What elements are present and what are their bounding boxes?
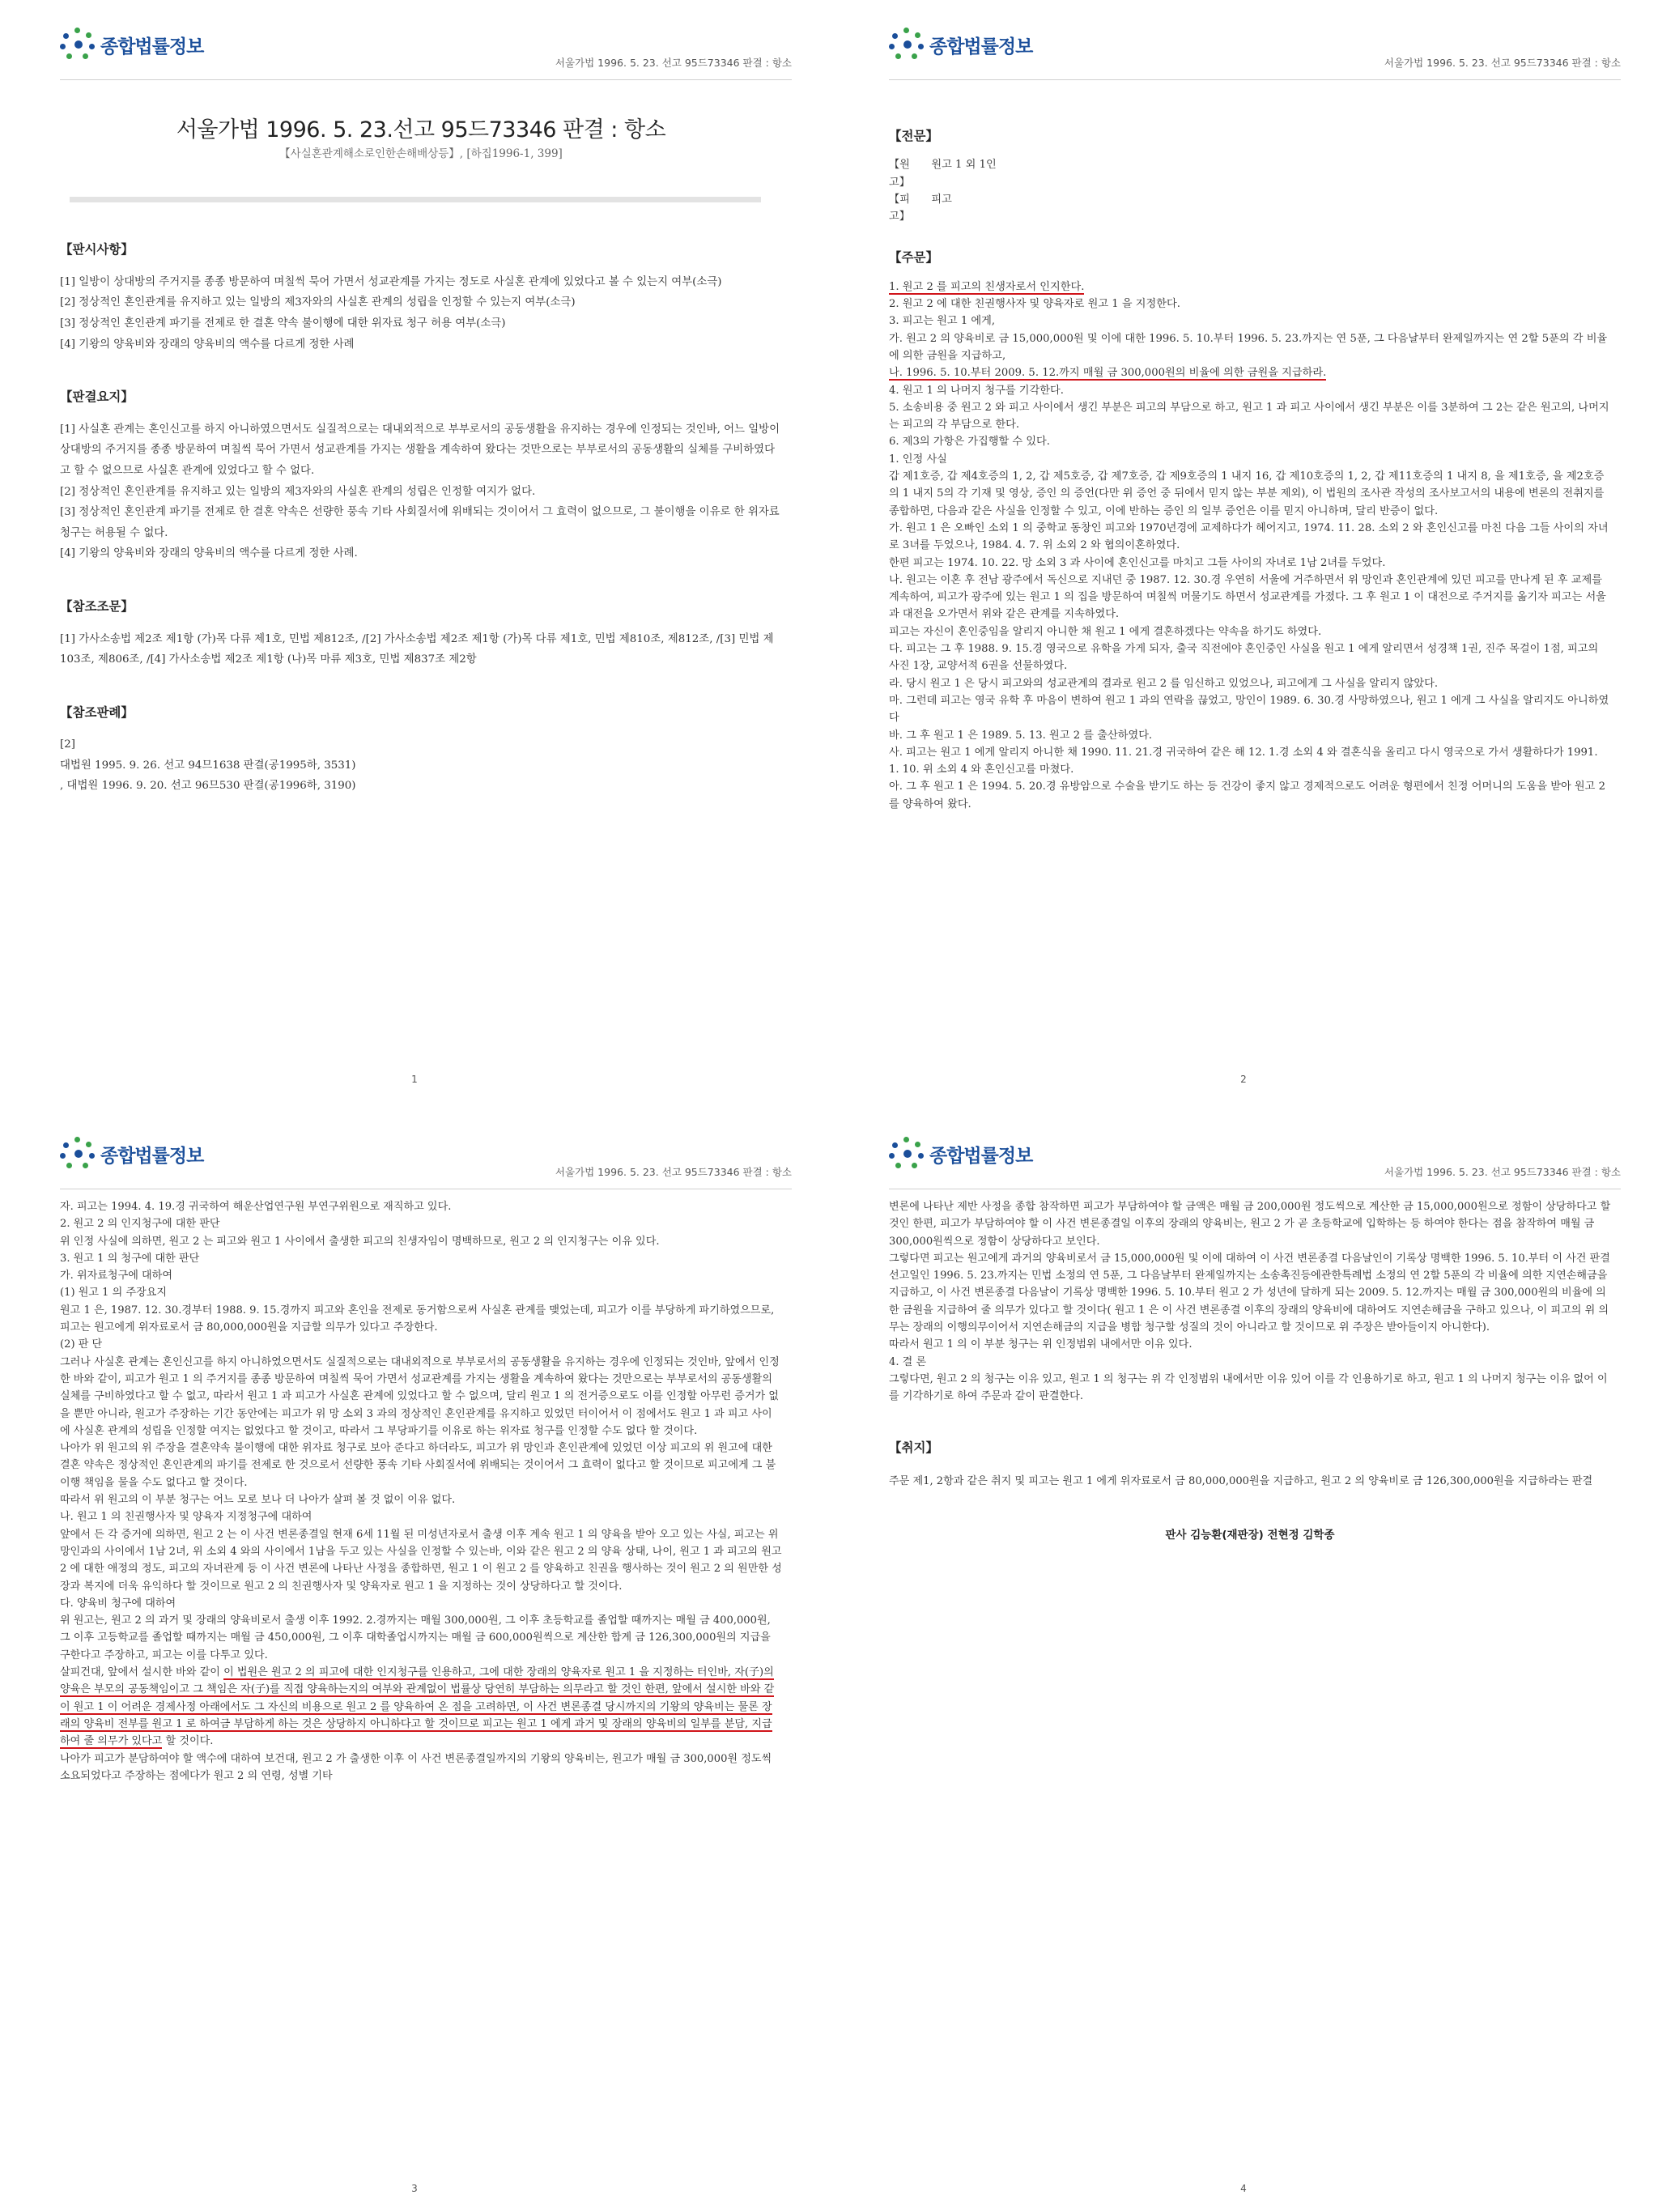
section-heading: 【참조판례】 [60, 704, 134, 720]
paragraph: 자. 피고는 1994. 4. 19.경 귀국하여 해운산업연구원 부연구위원으로 재직하고 있다. [60, 1201, 452, 1213]
paragraph: 따라서 위 원고의 이 부분 청구는 어느 모로 보나 더 나아가 살펴 볼 것 없이 이유 없다. [60, 1494, 456, 1507]
paragraph: 대법원 1995. 9. 26. 선고 94므1638 판결(공1995하, 3531) [60, 759, 356, 772]
paragraph [60, 1664, 782, 1750]
document-page-3 [5, 1114, 824, 2199]
paragraph: (1) 원고 1 의 주장요지 [60, 1287, 168, 1300]
party-value: 원고 1 외 1인 [931, 159, 997, 172]
party-label: 【피 고】 [889, 193, 910, 223]
paragraph: 사. 피고는 원고 1 에게 알리지 아니한 채 1990. 11. 21.경 귀국하여 같은 해 12. 1.경 소외 4 와 결혼식을 올리고 다시 영국으로 가서 생활하다가 1991. 1. 10. 위 소외 4 와 혼인신고를 마쳤다. [889, 746, 1598, 776]
paragraph [889, 279, 1611, 296]
page-body [889, 1198, 1611, 1544]
paragraph: 3. 원고 1 의 청구에 대한 판단 [60, 1252, 200, 1265]
underlined-text: 1. 원고 2 를 피고의 친생자로서 인지한다. [889, 280, 1085, 293]
paragraph: 다. 양육비 청구에 대하여 [60, 1597, 176, 1610]
paragraph: [4] 기왕의 양육비와 장래의 양육비의 액수를 다르게 정한 사례 [60, 338, 355, 351]
page-body [60, 83, 782, 797]
logo-text: 종합법률정보 [929, 1145, 1033, 1167]
page-number: 2 [1240, 1074, 1247, 1085]
logo-star-icon [889, 1135, 926, 1172]
section-heading: 【취지】 [889, 1440, 938, 1455]
case-reference: 서울가법 1996. 5. 23. 선고 95드73346 판결 : 항소 [1384, 57, 1621, 69]
paragraph: 그러나 사실혼 관계는 혼인신고를 하지 아니하였으면서도 실질적으로는 대내외적으로 부부로서의 공동생활을 유지하는 경우에 인정되는 것인바, 앞에서 인정한 바와 같이, 피고가 원고 1 의 주거지를 종종 방문하여 며칠씩 묵어 가면서 성교관계를 가지는 생활을 계속하여 왔다는 것만으로는 부부로서의 공동생활의 실체를 구비하였다고 할 수 없고, 따라서 원고 1 과 피고가 사실혼 관계에 있었다고 할 수 없으며, 달리 원고 1 의 전거증으로도 이를 인정할 아무런 증거가 없을 뿐만 아니라, 원고가 주장하는 기간 동안에는 피고가 위 망 소외 3 과의 정상적인 혼인관계를 유지하고 있었던 터이어서 이 점에서도 원고 1 과 피고 사이에 사실혼 관계의 성립을 인정할 여지는 없었다고 할 것이고, 따라서 그 부당파기를 이유로 하는 위자료 청구를 인정할 수도 없다 할 것이다. [60, 1355, 780, 1437]
paragraph: 1. 인정 사실 [889, 453, 947, 466]
paragraph: 4. 원고 1 의 나머지 청구를 기각한다. [889, 384, 1064, 397]
paragraph: 바. 그 후 원고 1 은 1989. 5. 13. 원고 2 를 출산하였다. [889, 729, 1153, 742]
paragraph: 원고 1 은, 1987. 12. 30.경부터 1988. 9. 15.경까지 피고와 혼인을 전제로 동거함으로써 사실혼 관계를 맺었는데, 피고가 이를 부당하게 파기하였으므로, 피고는 원고에게 위자료로서 금 80,000,000원을 지급할 의무가 있다고 주장한다. [60, 1304, 775, 1334]
paragraph: 4. 결 론 [889, 1355, 927, 1368]
section-heading: 【판시사항】 [60, 242, 134, 257]
page-body [60, 1198, 782, 1784]
paragraph: (2) 판 단 [60, 1338, 103, 1351]
site-logo[interactable] [60, 26, 203, 63]
section-heading: 【판결요지】 [60, 389, 134, 405]
paragraph: 나아가 피고가 분담하여야 할 액수에 대하여 보건대, 원고 2 가 출생한 이후 이 사건 변론종결일까지의 기왕의 양육비는, 원고가 매월 금 300,000원 정도씩 소요되었다고 주장하는 점에다가 원고 2 의 연령, 성별 기타 [60, 1752, 772, 1782]
paragraph: 가. 원고 2 의 양육비로 금 15,000,000원 및 이에 대한 1996. 5. 10.부터 1996. 5. 23.까지는 연 5푼, 그 다음날부터 완제일까지는 연 2할 5푼의 각 비율에 의한 금원을 지급하고, [889, 332, 1608, 362]
paragraph: 주문 제1, 2항과 같은 취지 및 피고는 원고 1 에게 위자료로서 금 80,000,000원을 지급하고, 원고 2 의 양육비로 금 126,300,000원을 지급하라는 판결 [889, 1474, 1593, 1487]
party-label: 【원 고】 [889, 159, 910, 189]
case-reference: 서울가법 1996. 5. 23. 선고 95드73346 판결 : 항소 [1384, 1166, 1621, 1178]
site-logo[interactable] [60, 1135, 203, 1172]
title-divider [70, 197, 761, 202]
party-value: 피고 [931, 193, 952, 206]
paragraph: [3] 정상적인 혼인관계 파기를 전제로 한 결혼 약속 불이행에 대한 위자료 청구 허용 여부(소극) [60, 317, 506, 330]
logo-star-icon [60, 26, 97, 63]
paragraph: [3] 정상적인 혼인관계 파기를 전제로 한 결혼 약속은 선량한 풍속 기타 사회질서에 위배되는 것이어서 그 효력이 없으므로, 그 불이행을 이유로 한 위자료 청구는 허용될 수 없다. [60, 506, 780, 539]
logo-star-icon [60, 1135, 97, 1172]
paragraph: 라. 당시 원고 1 은 당시 피고와의 성교관계의 결과로 원고 2 를 임신하고 있었으나, 피고에게 그 사실을 알리지 않았다. [889, 677, 1439, 690]
paragraph: 2. 원고 2 에 대한 친권행사자 및 양육자로 원고 1 을 지정한다. [889, 298, 1180, 311]
underlined-text: 이 법원은 원고 2 의 피고에 대한 인지청구를 인용하고, 그에 대한 장래의 양육자로 원고 1 을 지정하는 터인바, 자(子)의 양육은 부모의 공동책임이고 그 책임은 자(子)를 직접 양육하는지의 여부와 관계없이 법률상 당연히 부담하는 의무라고 할 것인 한편, 앞에서 설시한 바와 같이 원고 1 이 어려운 경제사정 아래에서도 그 자신의 비용으로 원고 2 를 양육하여 온 점을 고려하면, 이 사건 변론종결 당시까지의 기왕의 양육비는 물론 장래의 양육비 전부를 원고 1 로 하여금 부담하게 하는 것은 상당하지 아니하다고 할 것이므로 피고는 원고 1 에게 과거 및 장래의 양육비의 일부를 분담, 지급하여 줄 의무가 있다고 [60, 1666, 775, 1748]
text-span: 살피건대, 앞에서 설시한 바와 같이 [60, 1666, 224, 1679]
paragraph: 가. 원고 1 은 오빠인 소외 1 의 중학교 동창인 피고와 1970년경에 교제하다가 헤어지고, 1974. 11. 28. 소외 2 와 혼인신고를 마친 다음 그들 사이의 자녀로 3녀를 두었으나, 1984. 4. 7. 위 소외 2 와 협의이혼하였다. [889, 521, 1609, 552]
text-span: 할 것이다. [162, 1735, 214, 1748]
paragraph: 3. 피고는 원고 1 에게, [889, 315, 996, 328]
paragraph: 변론에 나타난 제반 사정을 종합 참작하면 피고가 부담하여야 할 금액은 매월 금 200,000원 정도씩으로 계산한 금 15,000,000원으로 정함이 상당하다고 할 것인 한편, 피고가 부담하여야 할 이 사건 변론종결일 이후의 장래의 양육비는, 원고 2 가 곧 초등학교에 입학하는 등 하여야 한다는 점을 참작하여 매월 금 300,000원씩으로 정함이 상당하다고 보인다. [889, 1201, 1611, 1248]
paragraph: [2] 정상적인 혼인관계를 유지하고 있는 일방의 제3자와의 사실혼 관계의 성립을 인정할 수 있는지 여부(소극) [60, 296, 576, 309]
logo-text: 종합법률정보 [929, 36, 1033, 57]
judges-signature: 판사 김능환(재판장) 전현정 김학종 [1165, 1529, 1335, 1542]
page-number: 3 [411, 2183, 418, 2194]
case-reference: 서울가법 1996. 5. 23. 선고 95드73346 판결 : 항소 [555, 1166, 792, 1178]
paragraph: 다. 피고는 그 후 1988. 9. 15.경 영국으로 유학을 가게 되자, 출국 직전에야 혼인중인 사실을 원고 1 에게 알리면서 성경책 1권, 진주 목걸이 1점, 피고의 사진 1장, 교양서적 6권을 선물하였다. [889, 643, 1599, 673]
section-heading: 【참조조문】 [60, 598, 134, 614]
paragraph: 2. 원고 2 의 인지청구에 대한 판단 [60, 1218, 220, 1231]
document-page-1 [5, 5, 824, 1090]
paragraph: [1] 일방이 상대방의 주거지를 종종 방문하여 며칠씩 묵어 가면서 성교관계를 가지는 정도로 사실혼 관계에 있었다고 볼 수 있는지 여부(소극) [60, 275, 722, 288]
document-page-2 [834, 5, 1653, 1090]
case-reference: 서울가법 1996. 5. 23. 선고 95드73346 판결 : 항소 [555, 57, 792, 69]
party-row [889, 191, 1611, 226]
paragraph: 위 원고는, 원고 2 의 과거 및 장래의 양육비로서 출생 이후 1992. 2.경까지는 매월 300,000원, 그 이후 초등학교를 졸업할 때까지는 매월 금 400,000원, 그 이후 고등학교를 졸업할 때까지는 매월 금 450,000원, 그 이후 대학졸업시까지는 매월 금 600,000원씩으로 계산한 합계 금 126,300,000원의 지급을 구한다고 주장하고, 피고는 이를 다투고 있다. [60, 1614, 771, 1661]
page-subtitle: 【사실혼관계해소로인한손해배상등】, [하집1996-1, 399] [279, 147, 563, 160]
paragraph: 아. 그 후 원고 1 은 1994. 5. 20.경 유방암으로 수술을 받기도 하는 등 건강이 좋지 않고 경제적으로도 어려운 형편에서 친정 어머니의 도움을 받아 원고 2 를 양육하여 왔다. [889, 781, 1605, 810]
underlined-text: 나. 1996. 5. 10.부터 2009. 5. 12.까지 매월 금 300,000원의 비율에 의한 금원을 지급하라. [889, 367, 1327, 380]
paragraph: , 대법원 1996. 9. 20. 선고 96므530 판결(공1996하, 3190) [60, 780, 356, 793]
paragraph: [1] 가사소송법 제2조 제1항 (가)목 다류 제1호, 민법 제812조, /[2] 가사소송법 제2조 제1항 (가)목 다류 제1호, 민법 제810조, 제812조, /[3] 민법 제103조, 제806조, /[4] 가사소송법 제2조 제1항 (나)목 마류 제3호, 민법 제837조 제2항 [60, 632, 774, 666]
paragraph: 나. 원고 1 의 친권행사자 및 양육자 지정청구에 대하여 [60, 1511, 312, 1524]
paragraph: 그렇다면 피고는 원고에게 과거의 양육비로서 금 15,000,000원 및 이에 대하여 이 사건 변론종결 다음날인이 기록상 명백한 1996. 5. 10.부터 이 사건 판결선고일인 1996. 5. 23.까지는 민법 소정의 연 5푼, 그 다음날부터 완제일까지는 소송촉진등에관한특례법 소정의 연 2할 5푼의 각 비율에 의한 지연손해금을 지급하고, 이 사건 변론종결 다음날이 기록상 명백한 1996. 5. 10.부터 원고 2 가 성년에 달하게 되는 2009. 5. 12.까지는 매월 금 300,000원의 비율에 의한 금원을 지급하여 줄 의무가 있다고 할 것이다( 원고 1 은 이 사건 변론종결 이후의 장래의 양육비에 대하여도 지연손해금을 구하고 있으나, 이 피고의 위 의무는 장래의 이행의무이어서 지연손해금의 지급을 병합 청구할 성질의 것이 아니라고 할 것이므로 위 주장은 받아들이지 아니한다). [889, 1252, 1610, 1334]
paragraph: 그렇다면, 원고 2 의 청구는 이유 있고, 원고 1 의 청구는 위 각 인정범위 내에서만 이유 있어 이를 각 인용하기로 하고, 원고 1 의 나머지 청구는 이유 없어 이를 기각하기로 하여 주문과 같이 판결한다. [889, 1372, 1608, 1403]
paragraph [889, 364, 1611, 381]
page-title: 서울가법 1996. 5. 23.선고 95드73346 판결 : 항소 [176, 117, 666, 143]
page-body [889, 128, 1611, 813]
site-logo[interactable] [889, 26, 1032, 63]
paragraph: [1] 사실혼 관계는 혼인신고를 하지 아니하였으면서도 실질적으로는 대내외적으로 부부로서의 공동생활을 유지하는 경우에 인정되는 것인바, 어느 일방이 상대방의 주거지를 종종 방문하여 며칠씩 묵어 가면서 성교관계를 가지는 생활을 계속하여 왔다는 것만으로는 부부로서의 공동생활의 실체를 구비하였다고 할 수 없으므로 사실혼 관계에 있었다고 할 수 없다. [60, 423, 780, 477]
page-header [889, 1129, 1621, 1185]
paragraph: [2] 정상적인 혼인관계를 유지하고 있는 일방의 제3자와의 사실혼 관계의 성립은 인정할 여지가 없다. [60, 485, 536, 498]
paragraph: 앞에서 든 각 증거에 의하면, 원고 2 는 이 사건 변론종결일 현재 6세 11월 된 미성년자로서 출생 이후 계속 원고 1 의 양육을 받아 오고 있는 사실, 피고는 위 망인과의 사이에서 1남 2녀, 위 소외 4 와의 사이에서 1남을 두고 있는 사실을 인정할 수 있는바, 이와 같은 원고 2 의 양육 상태, 나이, 원고 1 과 피고의 원고 2 에 대한 애정의 정도, 피고의 자녀관계 등 이 사건 변론에 나타난 사정을 종합하면, 원고 1 이 원고 2 를 양육하고 친권을 행사하는 것이 원고 2 의 원만한 성장과 복지에 더욱 유익하다 할 것이므로 원고 2 의 친권행사자 및 양육자로 원고 1 을 지정하는 것이 상당하다고 할 것이다. [60, 1528, 782, 1593]
paragraph: [4] 기왕의 양육비와 장래의 양육비의 액수를 다르게 정한 사례. [60, 547, 358, 560]
page-header [60, 1129, 792, 1185]
page-header [60, 19, 792, 76]
paragraph: 갑 제1호증, 갑 제4호증의 1, 2, 갑 제5호증, 갑 제7호증, 갑 제9호증의 1 내지 16, 갑 제10호증의 1, 2, 갑 제11호증의 1 내지 8, 을 제1호증, 을 제2호증의 1 내지 5의 각 기재 및 영상, 증인 의 증언(다만 위 증언 중 뒤에서 믿지 않는 부분 제외), 이 법원의 조사관 작성의 조사보고서의 내용에 변론의 전취지를 종합하면, 다음과 같은 사실을 인정할 수 있고, 이에 반하는 증인 의 일부 증언은 이를 믿지 아니하며, 달리 반증이 없다. [889, 470, 1605, 517]
page-number: 4 [1240, 2183, 1247, 2194]
logo-star-icon [889, 26, 926, 63]
logo-text: 종합법률정보 [100, 1145, 204, 1167]
paragraph: 한편 피고는 1974. 10. 22. 망 소외 3 과 사이에 혼인신고를 마치고 그들 사이의 자녀로 1남 2녀를 두었다. [889, 556, 1386, 569]
page-number: 1 [411, 1074, 418, 1085]
paragraph: 피고는 자신이 혼인중임을 알리지 아니한 채 원고 1 에게 결혼하겠다는 약속을 하기도 하였다. [889, 625, 1322, 638]
document-page-4 [834, 1114, 1653, 2199]
site-logo[interactable] [889, 1135, 1032, 1172]
paragraph: 가. 위자료청구에 대하여 [60, 1270, 172, 1283]
page-header [889, 19, 1621, 76]
paragraph: 6. 제3의 가항은 가집행할 수 있다. [889, 436, 1050, 449]
paragraph: 나. 원고는 이혼 후 전남 광주에서 독신으로 지내던 중 1987. 12. 30.경 우연히 서울에 거주하면서 위 망인과 혼인관계에 있던 피고를 만나게 된 후 교제를 계속하여, 피고가 광주에 있는 원고 1 의 집을 방문하여 며칠씩 머물기도 하면서 성교관계를 가졌다. 그 후 원고 1 이 대전으로 주거지를 옮기자 피고는 서울과 대전을 오가면서 위와 같은 관계를 지속하였다. [889, 573, 1606, 621]
header-divider [60, 79, 792, 80]
paragraph: 따라서 원고 1 의 이 부분 청구는 위 인정범위 내에서만 이유 있다. [889, 1338, 1192, 1351]
logo-text: 종합법률정보 [100, 36, 204, 57]
paragraph: 위 인정 사실에 의하면, 원고 2 는 피고와 원고 1 사이에서 출생한 피고의 친생자임이 명백하므로, 원고 2 의 인지청구는 이유 있다. [60, 1235, 660, 1248]
section-heading: 【전문】 [889, 129, 938, 143]
paragraph: 5. 소송비용 중 원고 2 와 피고 사이에서 생긴 부분은 피고의 부담으로 하고, 원고 1 과 피고 사이에서 생긴 부분은 이를 3분하여 그 2는 같은 원고의, 나머지는 피고의 각 부담으로 한다. [889, 401, 1609, 432]
paragraph: 마. 그런데 피고는 영국 유학 후 마음이 변하여 원고 1 과의 연락을 끊었고, 망인이 1989. 6. 30.경 사망하였으나, 원고 1 에게 그 사실을 알리지도 아니하였다 [889, 694, 1609, 725]
header-divider [889, 79, 1621, 80]
party-row [889, 156, 1611, 191]
paragraph: [2] [60, 738, 75, 751]
paragraph: 나아가 위 원고의 위 주장을 결혼약속 불이행에 대한 위자료 청구로 보아 준다고 하더라도, 피고가 위 망인과 혼인관계에 있었던 이상 피고의 위 원고에 대한 결혼 약속은 정상적인 혼인관계의 파기를 전제로 한 것으로서 선량한 풍속 기타 사회질서에 위배되는 것이어서 그 효력이 없다고 할 것이므로 피고에게 그 불이행 책임을 물을 수도 없다고 할 것이다. [60, 1442, 776, 1489]
section-heading: 【주문】 [889, 250, 938, 266]
